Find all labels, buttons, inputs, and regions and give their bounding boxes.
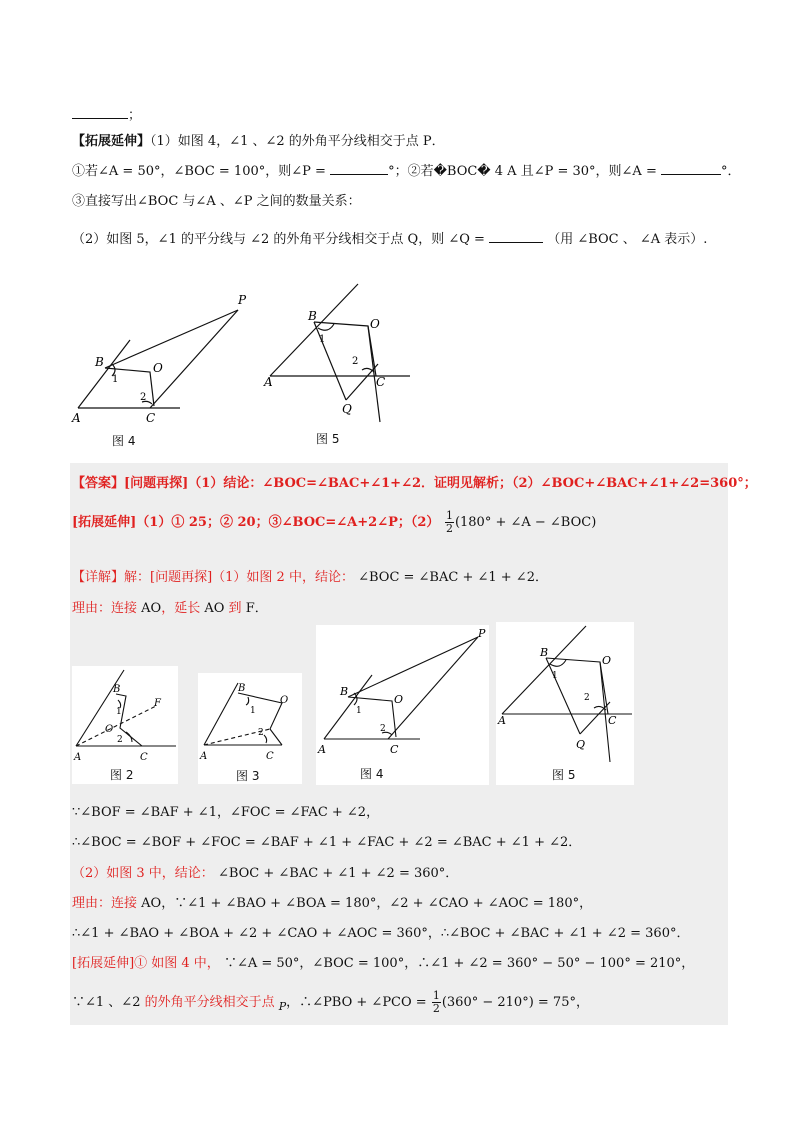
question-text: （1）如图 4，∠1 、∠2 的外角平分线相交于点 P． bbox=[150, 134, 445, 149]
point-label-p: P bbox=[478, 627, 486, 640]
point-label-a: A bbox=[264, 375, 273, 389]
point-label-c: C bbox=[146, 411, 156, 425]
detail-line bbox=[72, 566, 548, 585]
point-label-a: A bbox=[200, 751, 208, 762]
proof-text-red: [拓展延伸]① 如图 4 中， bbox=[72, 956, 220, 971]
punctuation: ； bbox=[128, 108, 142, 123]
detail-text: 【详解】解：[问题再探]（1）如图 2 中，结论： bbox=[72, 570, 354, 585]
question-text: ①若∠A = 50°，∠BOC = 100°，则∠P = bbox=[72, 164, 326, 179]
fraction-denominator: 2 bbox=[432, 1002, 440, 1015]
angle-label-1: 1 bbox=[250, 706, 256, 716]
proof-text: ∵∠A = 50°，∠BOC = 100°，∴∠1 + ∠2 = 360° − 50° − 100° = 210°， bbox=[223, 956, 695, 971]
angle-label-2: 2 bbox=[380, 724, 386, 734]
figure-2 bbox=[72, 666, 178, 784]
point-label-b: B bbox=[95, 355, 104, 369]
angle-label-2: 2 bbox=[352, 356, 359, 367]
point-label-p: P bbox=[238, 293, 247, 307]
question-part2 bbox=[72, 228, 707, 247]
question-part1-ab bbox=[72, 160, 741, 179]
figure-5 bbox=[496, 622, 634, 785]
angle-label-2: 2 bbox=[140, 392, 147, 403]
figure-caption: 图 4 bbox=[360, 767, 384, 781]
figure-caption: 图 5 bbox=[552, 768, 576, 782]
answer-text: 【答案】[问题再探]（1）结论：∠BOC=∠BAC+∠1+∠2．证明见解析；（2）∠BOC+∠BAC+∠1+∠2=360°； bbox=[72, 476, 757, 491]
answer-blank bbox=[72, 106, 128, 119]
proof-line-2 bbox=[72, 831, 581, 850]
fraction-one-half bbox=[432, 990, 441, 1015]
question-text: ②若�BOC� 4 A 且∠P = 30°，则∠A = bbox=[407, 164, 657, 179]
angle-label-2: 2 bbox=[258, 728, 264, 738]
point-label-c: C bbox=[140, 752, 148, 763]
point-label: F． bbox=[245, 601, 268, 616]
proof-text-red: （2）如图 3 中，结论： bbox=[72, 866, 214, 881]
point-label-o: O bbox=[602, 654, 612, 667]
proof-text: ∠BOC + ∠BAC + ∠1 + ∠2 = 360°． bbox=[217, 866, 459, 881]
point-label-q: Q bbox=[576, 738, 586, 751]
reason-text: 理由：连接 bbox=[72, 601, 138, 616]
figure-3 bbox=[198, 673, 302, 784]
point-label-c: C bbox=[376, 375, 386, 389]
answer-line-1 bbox=[72, 472, 757, 491]
point-label-a: A bbox=[72, 411, 81, 425]
angle-label-2: 2 bbox=[584, 693, 590, 703]
proof-text: ∴∠BOC = ∠BOF + ∠FOC = ∠BAF + ∠1 + ∠FAC + ∠2 = ∠BAC + ∠1 + ∠2． bbox=[72, 835, 582, 850]
point-label-c: C bbox=[390, 743, 399, 756]
question-part1-intro bbox=[72, 130, 445, 149]
question-text: （2）如图 5，∠1 的平分线与 ∠2 的外角平分线相交于点 Q，则 ∠Q = bbox=[72, 232, 485, 247]
figure-caption: 图 2 bbox=[110, 768, 134, 782]
segment-label: AO bbox=[141, 601, 162, 616]
figure-caption: 图 3 bbox=[236, 769, 260, 783]
angle-label-2: 2 bbox=[117, 735, 123, 745]
answer-blank bbox=[489, 230, 543, 243]
proof-text-red: 理由：连接 bbox=[72, 896, 138, 911]
angle-label-1: 1 bbox=[116, 707, 122, 717]
point-label-f: F bbox=[154, 698, 161, 709]
detail-formula: ∠BOC = ∠BAC + ∠1 + ∠2． bbox=[358, 570, 548, 585]
figure-caption: 图 4 bbox=[112, 434, 136, 448]
point-label-o: O bbox=[370, 317, 380, 331]
question-text: ③直接写出∠BOC 与∠A 、∠P 之间的数量关系： bbox=[72, 194, 361, 209]
proof-text-red: 的外角平分线相交于点 bbox=[144, 995, 275, 1010]
angle-label-1: 1 bbox=[112, 374, 119, 385]
answer-blank-line bbox=[72, 104, 141, 123]
proof-text: ∵∠BOF = ∠BAF + ∠1，∠FOC = ∠FAC + ∠2， bbox=[72, 805, 380, 820]
point-label-c: C bbox=[608, 714, 617, 727]
point-label-b: B bbox=[308, 309, 317, 323]
angle-label-1: 1 bbox=[319, 334, 326, 345]
question-text: （用 ∠BOC 、 ∠A 表示）. bbox=[547, 232, 708, 247]
point-label-o: O bbox=[153, 361, 163, 375]
fraction-numerator: 1 bbox=[432, 989, 440, 1002]
point-label-a: A bbox=[74, 752, 82, 763]
figure-caption: 图 5 bbox=[316, 432, 340, 446]
reason-text: 到 bbox=[228, 601, 242, 616]
point-label-b: B bbox=[113, 684, 121, 695]
fraction-numerator: 1 bbox=[445, 509, 453, 522]
proof-text: AO，∵∠1 + ∠BAO + ∠BOA = 180°，∠2 + ∠CAO + ∠AOC = 180°， bbox=[141, 896, 593, 911]
figure-4-top bbox=[68, 290, 268, 450]
proof-text: ，∴∠PBO + ∠PCO = bbox=[286, 995, 427, 1010]
question-part1-c bbox=[72, 190, 361, 209]
proof-text: ∴∠1 + ∠BAO + ∠BOA + ∠2 + ∠CAO + ∠AOC = 360°，∴∠BOC + ∠BAC + ∠1 + ∠2 = 360°． bbox=[72, 926, 690, 941]
point-label-o: O bbox=[394, 693, 404, 706]
question-text: °； bbox=[388, 164, 408, 179]
proof-line-7 bbox=[72, 990, 589, 1015]
point-label-c: C bbox=[266, 751, 274, 762]
point-label-o: O bbox=[280, 695, 289, 706]
proof-text: ∵∠1 、∠2 bbox=[72, 995, 141, 1010]
point-label-b: B bbox=[540, 646, 549, 659]
answer-expression: (180° + ∠A − ∠BOC) bbox=[454, 515, 597, 530]
point-label-a: A bbox=[498, 714, 506, 727]
section-header: 【拓展延伸】 bbox=[72, 134, 151, 149]
point-label-b: B bbox=[238, 683, 246, 694]
answer-blank bbox=[661, 162, 721, 175]
proof-line-4 bbox=[72, 892, 592, 911]
fraction-denominator: 2 bbox=[445, 522, 453, 535]
figure-5-top bbox=[258, 282, 418, 446]
reason-text: ，延长 bbox=[161, 601, 201, 616]
figure-4 bbox=[316, 625, 489, 785]
angle-label-1: 1 bbox=[356, 706, 362, 716]
proof-line-6 bbox=[72, 952, 694, 971]
answer-blank bbox=[330, 162, 388, 175]
point-label: P bbox=[278, 1000, 287, 1013]
proof-line-1 bbox=[72, 801, 379, 820]
point-label-a: A bbox=[318, 743, 326, 756]
answer-text: [拓展延伸]（1）① 25；② 20；③∠BOC=∠A+2∠P；（2） bbox=[72, 515, 440, 530]
reason-line bbox=[72, 597, 268, 616]
proof-text: (360° − 210°) = 75°， bbox=[441, 995, 589, 1010]
question-text: °． bbox=[720, 164, 741, 179]
angle-label-1: 1 bbox=[552, 671, 558, 681]
point-label-q: Q bbox=[342, 402, 352, 416]
point-label-b: B bbox=[340, 685, 349, 698]
proof-line-5 bbox=[72, 922, 689, 941]
point-label-o: O bbox=[105, 724, 114, 735]
fraction-one-half bbox=[445, 510, 454, 535]
answer-line-2 bbox=[72, 510, 596, 535]
proof-line-3 bbox=[72, 862, 458, 881]
segment-label: AO bbox=[204, 601, 225, 616]
